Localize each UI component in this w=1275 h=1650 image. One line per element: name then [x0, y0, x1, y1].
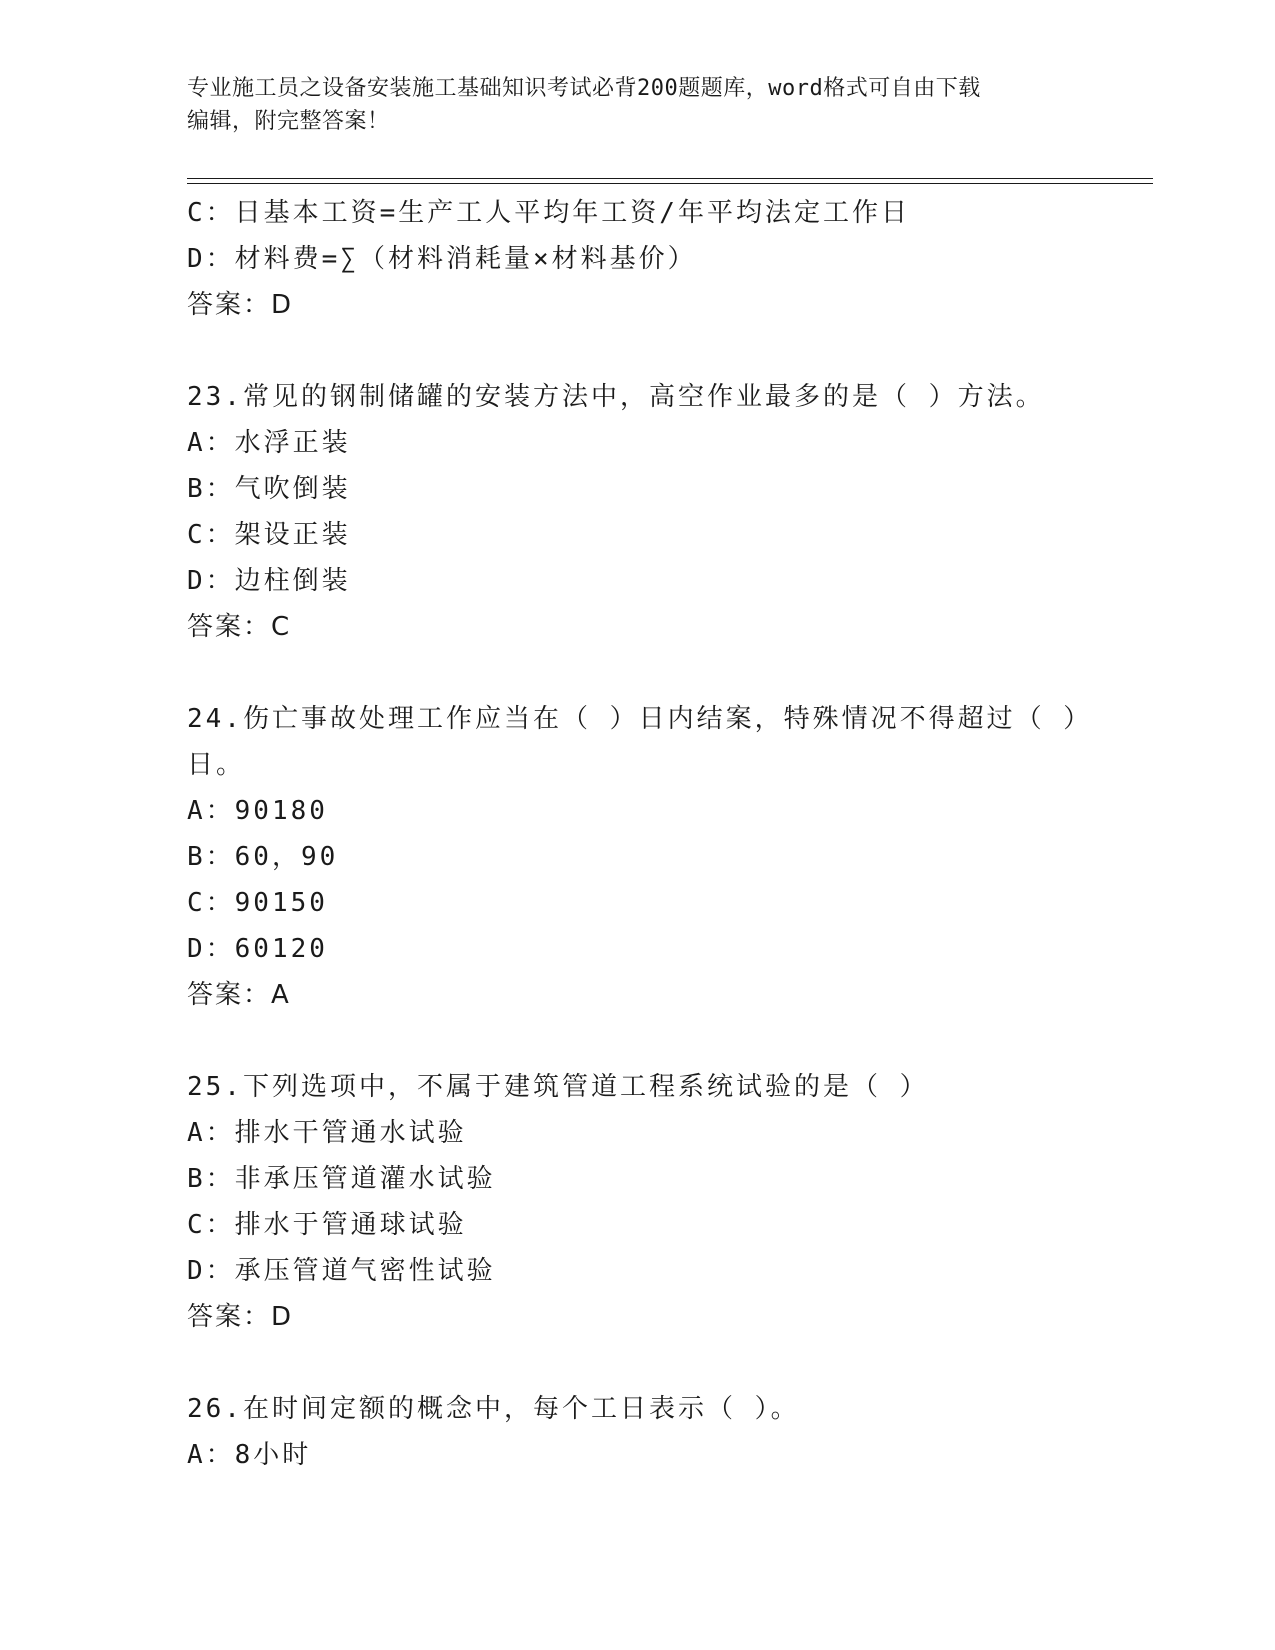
option-d: D：承压管道气密性试验 — [187, 1256, 496, 1286]
spacer — [187, 1340, 1087, 1386]
option-c: C：日基本工资=生产工人平均年工资/年平均法定工作日 — [187, 198, 910, 228]
answer: 答案：D — [187, 290, 294, 320]
header-rule-top — [187, 178, 1153, 179]
answer: 答案：C — [187, 612, 292, 642]
option-c: C：排水于管通球试验 — [187, 1210, 467, 1240]
header-line-1: 专业施工员之设备安装施工基础知识考试必背200题题库，word格式可自由下载 — [187, 76, 981, 101]
question-list — [187, 190, 1093, 1478]
option-a: A：90180 — [187, 796, 328, 826]
spacer — [187, 650, 1087, 696]
option-c: C：架设正装 — [187, 520, 351, 550]
question-stem: 25.下列选项中，不属于建筑管道工程系统试验的是（ ） — [187, 1072, 929, 1102]
option-d: D：60120 — [187, 934, 328, 964]
question-stem: 26.在时间定额的概念中，每个工日表示（ ）。 — [187, 1394, 800, 1424]
option-b: B：60，90 — [187, 842, 339, 872]
answer: 答案：A — [187, 980, 291, 1010]
document-header — [187, 72, 1087, 138]
question-23 — [187, 374, 1087, 650]
question-22-tail — [187, 190, 1087, 328]
option-d: D：材料费=∑（材料消耗量×材料基价） — [187, 244, 697, 274]
option-b: B：气吹倒装 — [187, 474, 351, 504]
spacer — [187, 328, 1087, 374]
header-rule-bottom — [187, 183, 1153, 184]
spacer — [187, 1018, 1087, 1064]
question-26 — [187, 1386, 1087, 1478]
question-stem: 24.伤亡事故处理工作应当在（ ）日内结案，特殊情况不得超过（ ） — [187, 704, 1093, 734]
option-d: D：边柱倒装 — [187, 566, 351, 596]
option-b: B：非承压管道灌水试验 — [187, 1164, 496, 1194]
header-line-2: 编辑，附完整答案！ — [187, 109, 390, 134]
option-a: A：排水干管通水试验 — [187, 1118, 467, 1148]
question-stem-continued: 日。 — [187, 750, 246, 780]
question-stem: 23.常见的钢制储罐的安装方法中，高空作业最多的是（ ）方法。 — [187, 382, 1045, 412]
option-a: A：8小时 — [187, 1440, 312, 1470]
answer: 答案：D — [187, 1302, 294, 1332]
question-25 — [187, 1064, 1087, 1340]
option-c: C：90150 — [187, 888, 328, 918]
option-a: A：水浮正装 — [187, 428, 351, 458]
question-24 — [187, 696, 1093, 1018]
